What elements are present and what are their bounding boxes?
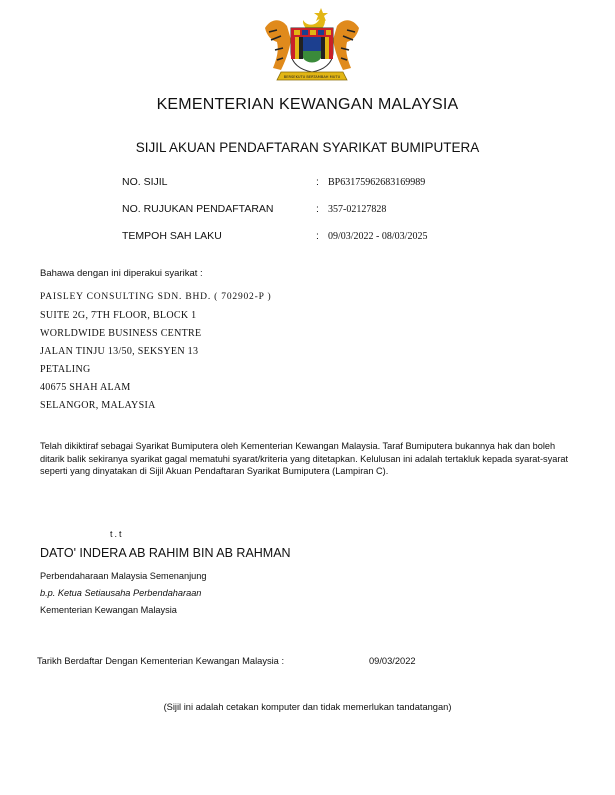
registration-date-value: 09/03/2022 <box>369 656 416 666</box>
signed-marker: t.t <box>110 529 124 539</box>
svg-text:BERSEKUTU BERTAMBAH MUTU: BERSEKUTU BERTAMBAH MUTU <box>283 75 341 79</box>
intro-text: Bahawa dengan ini diperakui syarikat : <box>40 268 203 279</box>
address-line: SELANGOR, MALAYSIA <box>40 400 156 411</box>
address-line: JALAN TINJU 13/50, SEKSYEN 13 <box>40 346 199 357</box>
ministry-title: KEMENTERIAN KEWANGAN MALAYSIA <box>156 96 459 113</box>
address-line: PETALING <box>40 364 91 375</box>
colon: : <box>316 230 319 242</box>
registration-date-label: Tarikh Berdaftar Dengan Kementerian Kewangan Malaysia : <box>37 656 285 666</box>
footer-note: (Sijil ini adalah cetakan komputer dan tidak memerlukan tandatangan) <box>163 702 452 712</box>
certificate-number-value: BP63175962683169989 <box>328 177 426 188</box>
signatory-on-behalf: b.p. Ketua Setiausaha Perbendaharaan <box>40 588 202 598</box>
registration-reference-label: NO. RUJUKAN PENDAFTARAN <box>122 203 274 215</box>
signatory-name: DATO' INDERA AB RAHIM BIN AB RAHMAN <box>40 546 291 560</box>
validity-period-value: 09/03/2022 - 08/03/2025 <box>328 231 428 242</box>
certificate-title: SIJIL AKUAN PENDAFTARAN SYARIKAT BUMIPUTERA <box>135 140 480 155</box>
colon: : <box>316 176 319 188</box>
registration-reference-value: 357-02127828 <box>328 204 387 215</box>
colon: : <box>316 203 319 215</box>
signatory-department: Perbendaharaan Malaysia Semenanjung <box>40 571 207 581</box>
address-line: WORLDWIDE BUSINESS CENTRE <box>40 328 202 339</box>
address-line: SUITE 2G, 7TH FLOOR, BLOCK 1 <box>40 310 197 321</box>
address-line: 40675 SHAH ALAM <box>40 382 131 393</box>
certificate-number-label: NO. SIJIL <box>122 176 168 188</box>
recognition-paragraph: Telah dikiktiraf sebagai Syarikat Bumiputera oleh Kementerian Kewangan Malaysia. Taraf Bumiputera bukannya hak dan boleh ditarik balik sekiranya syarikat gagal mematuhi syarat/kriteria yang ditetapkan. Kelulusan ini adalah tertakluk kepada syarat-syarat seperti yang dinyatakan di Sijil Akuan Pendaftaran Syarikat Bumiputera (Lampiran C). <box>40 441 569 476</box>
signatory-ministry: Kementerian Kewangan Malaysia <box>40 605 177 615</box>
company-name: PAISLEY CONSULTING SDN. BHD. ( 702902-P ) <box>40 292 272 302</box>
malaysia-coat-of-arms-logo <box>259 6 365 84</box>
validity-period-label: TEMPOH SAH LAKU <box>122 230 222 242</box>
